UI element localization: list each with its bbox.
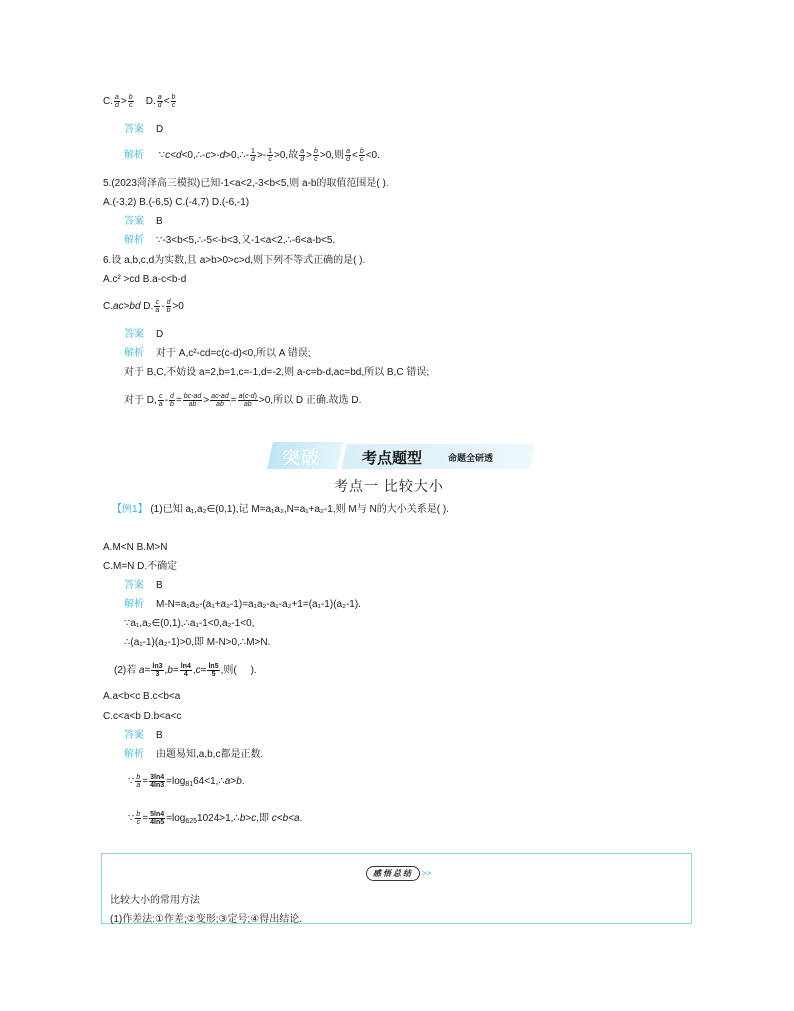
analysis-label: 解析 bbox=[124, 150, 144, 162]
q4-analysis: 解析 ∵c<d<0,∴-c>-d>0,∴- $\frac{1}{d}$ >- $\frac{1}{c}$ >0,故 $\frac{a}{d}$ > $\frac{b}{c}$ >0,则 $\frac{a}{d}$ < $\frac{b}{c}$ <0. bbox=[124, 148, 380, 163]
answer-value: B bbox=[156, 580, 163, 591]
q4-options-cd: C. $\frac{a}{d}$ > $\frac{b}{c}$ D. $\frac{a}{d}$ < $\frac{b}{c}$ bbox=[103, 94, 176, 109]
ex1-part2-analysis-1 bbox=[124, 748, 263, 762]
q6-analysis-1 bbox=[124, 347, 310, 361]
ex1-part2-analysis-2: ∵ $\frac{b}{a}$ = $\frac{3\ln 4}{4\ln 3}$ $=\log_{81}64<1,\therefore a>b$. bbox=[128, 774, 245, 789]
answer-label: 答案 bbox=[124, 216, 144, 227]
ex1-part2-options-ab: A.a<b<c B.c<b<a bbox=[103, 691, 181, 702]
ex1-part1-analysis-1 bbox=[124, 598, 361, 612]
ex1-part1-stem bbox=[112, 503, 449, 517]
q5-options: A.(-3,2) B.(-6,5) C.(-4,7) D.(-6,-1) bbox=[103, 197, 250, 208]
analysis-text: ∵-3<b<5,∴-5<-b<3,又-1<a<2,∴-6<a-b<5. bbox=[156, 235, 336, 246]
q5-answer bbox=[124, 215, 163, 229]
analysis-label: 解析 bbox=[124, 348, 144, 359]
summary-line-1: (1)作差法:①作差;②变形;③定号;④得出结论. bbox=[110, 914, 302, 925]
summary-header bbox=[366, 866, 431, 881]
banner-left-text: 突破 bbox=[282, 448, 320, 468]
q6-analysis-3: 对于 D, $\frac{c}{a}$ - $\frac{d}{b}$ = $\frac{bc-ad}{ab}$ > $\frac{ac-ad}{ab}$ = $\frac{a(c-d)}{ab}$ >0,所以 D 正确.故选 D. bbox=[124, 393, 362, 408]
ex1-part2-analysis-3: ∵ $\frac{b}{c}$ = $\frac{5\ln 4}{4\ln 5}$ $=\log_{625}1024>1,\therefore b>c$,即 c<b<a. bbox=[128, 811, 303, 826]
section-banner bbox=[270, 442, 532, 469]
answer-label: 答案 bbox=[124, 580, 144, 591]
summary-box bbox=[101, 853, 692, 924]
ex1-part1-options-cd: C.M=N D.不确定 bbox=[103, 561, 178, 572]
answer-label: 答案 bbox=[124, 329, 144, 340]
ex1-part1-answer bbox=[124, 579, 163, 593]
answer-label: 答案 bbox=[124, 730, 144, 741]
q6-answer bbox=[124, 328, 163, 342]
ex1-part2-stem: (2)若 a= $\frac{\ln 3}{3}$ ,b= $\frac{\ln 4}{4}$ ,c= $\frac{\ln 5}{5}$ ,则( ). bbox=[114, 663, 257, 678]
analysis-text: M-N=a₁a₂-(a₁+a₂-1)=a₁a₂-a₁-a₂+1=(a₁-1)(a₂-1). bbox=[156, 599, 361, 610]
answer-value: B bbox=[156, 216, 163, 227]
ex1-part1-options-ab: A.M<N B.M>N bbox=[103, 542, 168, 553]
answer-value: B bbox=[156, 730, 163, 741]
summary-title: 比较大小的常用方法 bbox=[110, 895, 200, 906]
q4-answer bbox=[124, 123, 163, 137]
q6-stem: 6.设 a,b,c,d为实数,且 a>b>0>c>d,则下列不等式正确的是( ). bbox=[103, 255, 366, 266]
ex1-part1-stem-text: (1)已知 a₁,a₂∈(0,1),记 M=a₁a₂,N=a₁+a₂-1,则 M与 N的大小关系是( ). bbox=[150, 504, 449, 515]
q6-options-ab: A.c² >cd B.a-c<b-d bbox=[103, 274, 187, 285]
summary-head-pill: 感悟总结 bbox=[366, 866, 420, 881]
analysis-label: 解析 bbox=[124, 749, 144, 760]
double-chevron-icon: >> bbox=[422, 869, 432, 878]
answer-value: D bbox=[156, 124, 164, 135]
section-title: 考点一 比较大小 bbox=[334, 478, 444, 494]
banner-main-text: 考点题型 bbox=[362, 450, 423, 467]
analysis-label: 解析 bbox=[124, 235, 144, 246]
q6-options-cd: C.ac>bd D. $\frac{c}{a}$ - $\frac{d}{b}$ >0 bbox=[103, 299, 184, 314]
ex1-part2-answer bbox=[124, 729, 163, 743]
q6-analysis-2: 对于 B,C,不妨设 a=2,b=1,c=-1,d=-2,则 a-c=b-d,ac=bd,所以 B,C 错误; bbox=[124, 367, 430, 378]
q5-analysis bbox=[124, 234, 335, 248]
ex1-part2-options-cd: C.c<a<b D.b<a<c bbox=[103, 711, 182, 722]
ex1-part1-analysis-2: ∵a₁,a₂∈(0,1),∴a₁-1<0,a₂-1<0, bbox=[124, 618, 255, 629]
analysis-text: 对于 A,c²-cd=c(c-d)<0,所以 A 错误; bbox=[156, 348, 311, 359]
analysis-text: 由题易知,a,b,c都是正数. bbox=[156, 749, 264, 760]
analysis-label: 解析 bbox=[124, 599, 144, 610]
q5-stem: 5.(2023菏泽高三模拟)已知-1<a<2,-3<b<5,则 a-b的取值范围是( ). bbox=[103, 178, 389, 189]
banner-sub-text: 命题全研透 bbox=[448, 453, 494, 463]
answer-label: 答案 bbox=[124, 124, 144, 135]
answer-value: D bbox=[156, 329, 164, 340]
example-label: 【例1】 bbox=[112, 504, 148, 515]
ex1-part1-analysis-3: ∴(a₁-1)(a₂-1)>0,即 M-N>0,∴M>N. bbox=[124, 637, 271, 648]
